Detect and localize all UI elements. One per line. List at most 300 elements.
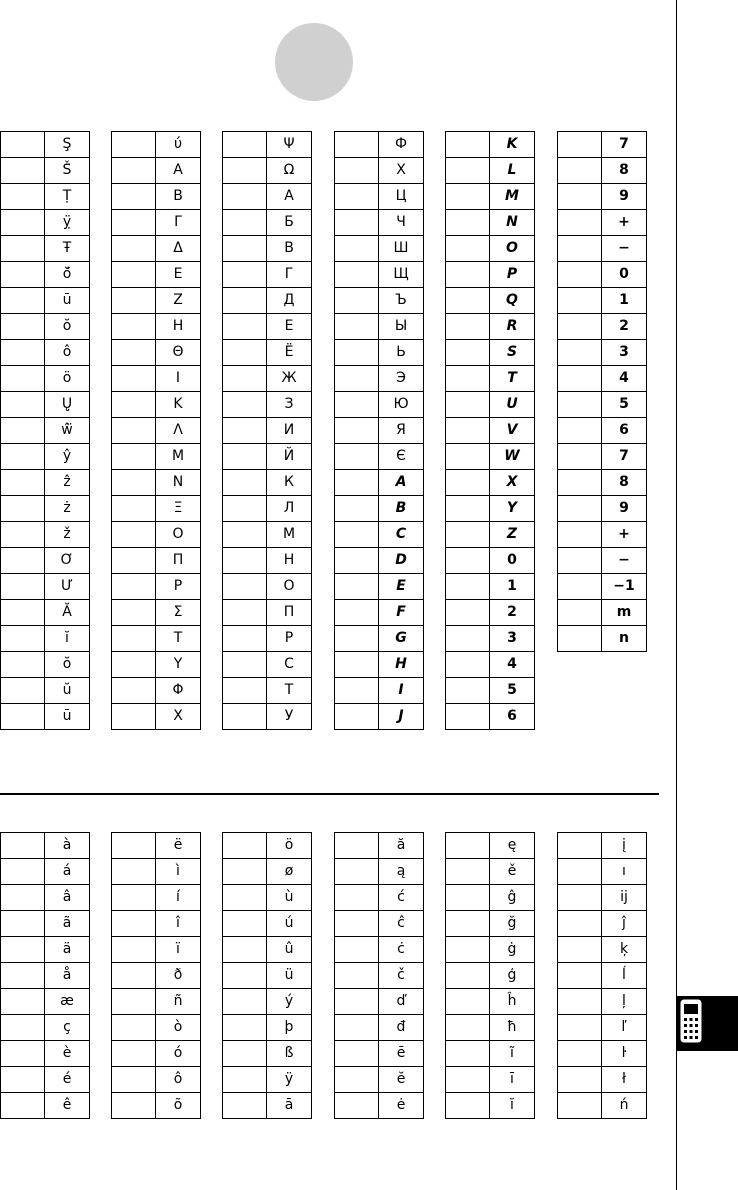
glyph-cell: ħ — [490, 1015, 535, 1041]
char-table-2 — [111, 131, 201, 730]
code-cell — [1, 236, 45, 262]
glyph-cell: 1 — [602, 288, 647, 314]
code-cell — [446, 366, 490, 392]
glyph-cell: ö — [45, 366, 90, 392]
code-cell — [223, 678, 267, 704]
glyph-cell: Ъ — [379, 288, 424, 314]
code-cell — [223, 704, 267, 730]
glyph-cell: F — [379, 600, 424, 626]
glyph-cell: А — [267, 184, 312, 210]
code-cell — [335, 678, 379, 704]
code-cell — [223, 1067, 267, 1093]
glyph-cell: ĥ — [490, 989, 535, 1015]
code-cell — [112, 1041, 156, 1067]
table-row — [1, 184, 90, 210]
code-cell — [558, 158, 602, 184]
table-row — [223, 366, 312, 392]
glyph-cell: Τ — [156, 626, 201, 652]
code-cell — [112, 652, 156, 678]
code-cell — [446, 911, 490, 937]
table-row — [446, 392, 535, 418]
table-row — [223, 600, 312, 626]
table-row — [112, 937, 201, 963]
glyph-cell: ẑ — [45, 470, 90, 496]
table-row — [335, 548, 424, 574]
glyph-cell: ã — [45, 911, 90, 937]
code-cell — [335, 1093, 379, 1119]
code-cell — [558, 833, 602, 859]
table-row — [223, 704, 312, 730]
table-row — [223, 548, 312, 574]
table-row — [335, 210, 424, 236]
code-cell — [335, 288, 379, 314]
table-row — [446, 937, 535, 963]
glyph-cell: 4 — [490, 652, 535, 678]
table-row — [1, 963, 90, 989]
glyph-cell: ć — [379, 885, 424, 911]
code-cell — [112, 470, 156, 496]
table-row — [558, 132, 647, 158]
glyph-cell: ď — [379, 989, 424, 1015]
table-row — [335, 366, 424, 392]
glyph-cell: М — [267, 522, 312, 548]
table-row — [335, 418, 424, 444]
code-cell — [1, 704, 45, 730]
table-row — [223, 911, 312, 937]
glyph-cell: ŵ̈ — [45, 418, 90, 444]
table-row — [335, 1093, 424, 1119]
glyph-cell: Ф — [379, 132, 424, 158]
glyph-cell: ū — [45, 288, 90, 314]
glyph-cell: ĝ — [490, 885, 535, 911]
glyph-cell: ö — [267, 833, 312, 859]
code-cell — [223, 496, 267, 522]
table-row — [223, 262, 312, 288]
table-row — [446, 574, 535, 600]
code-cell — [223, 833, 267, 859]
table-row — [558, 496, 647, 522]
glyph-cell: ń — [602, 1093, 647, 1119]
table-row — [446, 626, 535, 652]
table-row — [223, 885, 312, 911]
char-table-1 — [0, 131, 90, 730]
glyph-cell: ę — [490, 833, 535, 859]
code-cell — [223, 859, 267, 885]
glyph-cell: õ — [156, 1093, 201, 1119]
code-cell — [112, 1067, 156, 1093]
table-row — [446, 288, 535, 314]
code-cell — [335, 392, 379, 418]
code-cell — [446, 236, 490, 262]
code-cell — [112, 132, 156, 158]
code-cell — [558, 210, 602, 236]
code-cell — [1, 496, 45, 522]
glyph-cell: Ч — [379, 210, 424, 236]
table-row — [223, 496, 312, 522]
table-row — [112, 626, 201, 652]
code-cell — [558, 574, 602, 600]
glyph-cell: N — [490, 210, 535, 236]
code-cell — [112, 600, 156, 626]
glyph-cell: Ų̣ — [45, 392, 90, 418]
glyph-cell: Μ — [156, 444, 201, 470]
table-row — [223, 210, 312, 236]
table-row — [335, 652, 424, 678]
code-cell — [1, 1015, 45, 1041]
table-row — [1, 522, 90, 548]
table-row — [335, 678, 424, 704]
code-cell — [1, 626, 45, 652]
table-row — [446, 132, 535, 158]
glyph-cell: ĩ — [490, 1041, 535, 1067]
table-row — [446, 600, 535, 626]
table-row — [446, 444, 535, 470]
glyph-cell: О — [267, 574, 312, 600]
glyph-cell: Л — [267, 496, 312, 522]
code-cell — [112, 366, 156, 392]
code-cell — [112, 184, 156, 210]
table-row — [446, 548, 535, 574]
code-cell — [335, 626, 379, 652]
code-cell — [112, 1015, 156, 1041]
glyph-cell: Ξ — [156, 496, 201, 522]
glyph-cell: ł — [602, 1067, 647, 1093]
table-row — [1, 392, 90, 418]
char-table-2 — [111, 832, 201, 1119]
glyph-cell: Ζ — [156, 288, 201, 314]
code-cell — [558, 340, 602, 366]
glyph-cell: ū — [45, 704, 90, 730]
char-table-3 — [222, 131, 312, 730]
code-cell — [446, 937, 490, 963]
table-row — [1, 859, 90, 885]
code-cell — [446, 418, 490, 444]
code-cell — [335, 158, 379, 184]
glyph-cell: 9 — [602, 496, 647, 522]
table-row — [558, 574, 647, 600]
glyph-cell: Š̈ — [45, 158, 90, 184]
glyph-cell: U — [490, 392, 535, 418]
calculator-icon — [680, 999, 702, 1043]
code-cell — [446, 496, 490, 522]
glyph-cell: Н — [267, 548, 312, 574]
glyph-cell: ù — [267, 885, 312, 911]
code-cell — [558, 911, 602, 937]
code-cell — [1, 1093, 45, 1119]
glyph-cell: У — [267, 704, 312, 730]
code-cell — [335, 989, 379, 1015]
table-row — [1, 704, 90, 730]
code-cell — [335, 522, 379, 548]
glyph-cell: ø — [267, 859, 312, 885]
glyph-cell: 8 — [602, 470, 647, 496]
table-row — [446, 418, 535, 444]
code-cell — [112, 236, 156, 262]
table-row — [446, 1041, 535, 1067]
code-cell — [112, 418, 156, 444]
glyph-cell: ý — [267, 989, 312, 1015]
table-row — [446, 340, 535, 366]
table-row — [335, 600, 424, 626]
code-cell — [335, 548, 379, 574]
table-row — [1, 652, 90, 678]
code-cell — [112, 496, 156, 522]
code-cell — [1, 989, 45, 1015]
code-cell — [1, 522, 45, 548]
table-row — [558, 340, 647, 366]
code-cell — [1, 574, 45, 600]
glyph-cell: ŭ — [45, 678, 90, 704]
glyph-cell: + — [602, 522, 647, 548]
section-divider — [0, 793, 659, 795]
table-row — [335, 833, 424, 859]
code-cell — [335, 236, 379, 262]
char-table-1 — [0, 832, 90, 1119]
table-row — [1, 262, 90, 288]
code-cell — [1, 470, 45, 496]
code-cell — [223, 418, 267, 444]
table-row — [335, 184, 424, 210]
glyph-cell: í — [156, 885, 201, 911]
glyph-cell: Ư — [45, 574, 90, 600]
glyph-cell: Ж — [267, 366, 312, 392]
table-row — [223, 626, 312, 652]
table-row — [112, 210, 201, 236]
glyph-cell: ò — [156, 1015, 201, 1041]
code-cell — [223, 652, 267, 678]
code-cell — [335, 833, 379, 859]
glyph-cell: ğ — [490, 911, 535, 937]
glyph-cell: ĳ — [602, 885, 647, 911]
code-cell — [223, 158, 267, 184]
code-cell — [446, 158, 490, 184]
char-table-5 — [445, 832, 535, 1119]
code-cell — [112, 678, 156, 704]
code-cell — [558, 418, 602, 444]
code-cell — [335, 885, 379, 911]
glyph-cell: ó — [156, 1041, 201, 1067]
glyph-cell: â — [45, 885, 90, 911]
glyph-cell: ī — [490, 1067, 535, 1093]
table-row — [223, 418, 312, 444]
table-row — [223, 833, 312, 859]
table-row — [335, 314, 424, 340]
table-row — [112, 548, 201, 574]
glyph-cell: С — [267, 652, 312, 678]
glyph-cell: đ — [379, 1015, 424, 1041]
table-row — [335, 340, 424, 366]
code-cell — [558, 859, 602, 885]
glyph-cell: à — [45, 833, 90, 859]
glyph-cell: Э — [379, 366, 424, 392]
code-cell — [1, 262, 45, 288]
glyph-cell: ā — [267, 1093, 312, 1119]
code-cell — [335, 1041, 379, 1067]
code-cell — [335, 184, 379, 210]
code-cell — [223, 963, 267, 989]
glyph-cell: ŏ — [45, 314, 90, 340]
glyph-cell: Z — [490, 522, 535, 548]
code-cell — [446, 704, 490, 730]
glyph-cell: D — [379, 548, 424, 574]
glyph-cell: R — [490, 314, 535, 340]
glyph-cell: ě — [490, 859, 535, 885]
glyph-cell: − — [602, 548, 647, 574]
table-row — [558, 184, 647, 210]
glyph-cell: Т — [267, 678, 312, 704]
table-row — [1, 418, 90, 444]
glyph-cell: Ο — [156, 522, 201, 548]
glyph-cell: T — [490, 366, 535, 392]
table-row — [446, 1093, 535, 1119]
table-row — [112, 262, 201, 288]
table-row — [335, 158, 424, 184]
code-cell — [558, 989, 602, 1015]
table-row — [112, 288, 201, 314]
code-cell — [1, 444, 45, 470]
glyph-cell: ñ — [156, 989, 201, 1015]
table-row — [223, 574, 312, 600]
table-row — [1, 600, 90, 626]
code-cell — [446, 600, 490, 626]
table-row — [112, 340, 201, 366]
glyph-cell: á — [45, 859, 90, 885]
glyph-cell: ç — [45, 1015, 90, 1041]
table-row — [558, 366, 647, 392]
table-row — [223, 132, 312, 158]
glyph-cell: 5 — [602, 392, 647, 418]
glyph-cell: K — [490, 132, 535, 158]
code-cell — [446, 885, 490, 911]
code-cell — [223, 885, 267, 911]
glyph-cell: ģ — [490, 963, 535, 989]
table-row — [223, 184, 312, 210]
code-cell — [223, 288, 267, 314]
table-row — [446, 704, 535, 730]
table-row — [446, 366, 535, 392]
glyph-cell: Q — [490, 288, 535, 314]
code-cell — [1, 158, 45, 184]
calculator-tab — [676, 996, 738, 1051]
code-cell — [446, 626, 490, 652]
table-row — [446, 314, 535, 340]
code-cell — [335, 340, 379, 366]
code-cell — [1, 132, 45, 158]
code-cell — [112, 963, 156, 989]
table-row — [112, 236, 201, 262]
code-cell — [112, 340, 156, 366]
code-cell — [112, 859, 156, 885]
glyph-cell: Щ — [379, 262, 424, 288]
table-row — [446, 833, 535, 859]
glyph-cell: Ц — [379, 184, 424, 210]
glyph-cell: ŀ — [602, 1041, 647, 1067]
table-row — [446, 911, 535, 937]
glyph-cell: Д — [267, 288, 312, 314]
code-cell — [558, 184, 602, 210]
code-cell — [112, 1093, 156, 1119]
glyph-cell: ỵ̈ — [45, 210, 90, 236]
glyph-cell: Σ — [156, 600, 201, 626]
glyph-cell: ô — [156, 1067, 201, 1093]
table-row — [223, 1067, 312, 1093]
table-row — [112, 704, 201, 730]
glyph-cell: Х — [379, 158, 424, 184]
glyph-cell: Ă — [45, 600, 90, 626]
table-row — [112, 885, 201, 911]
table-row — [335, 937, 424, 963]
table-row — [112, 496, 201, 522]
table-row — [112, 1093, 201, 1119]
code-cell — [1, 678, 45, 704]
code-cell — [446, 1093, 490, 1119]
code-cell — [335, 1015, 379, 1041]
table-row — [112, 989, 201, 1015]
glyph-cell: 6 — [602, 418, 647, 444]
code-cell — [335, 574, 379, 600]
code-cell — [558, 496, 602, 522]
table-row — [335, 911, 424, 937]
chapter-circle — [275, 23, 353, 101]
glyph-cell: ž — [45, 522, 90, 548]
glyph-cell: ü — [267, 963, 312, 989]
glyph-cell: M — [490, 184, 535, 210]
glyph-cell: E — [379, 574, 424, 600]
glyph-cell: î — [156, 911, 201, 937]
code-cell — [223, 1041, 267, 1067]
table-row — [223, 1093, 312, 1119]
glyph-cell: ă — [379, 833, 424, 859]
code-cell — [112, 989, 156, 1015]
glyph-cell: ë — [156, 833, 201, 859]
glyph-cell: Γ — [156, 210, 201, 236]
code-cell — [1, 885, 45, 911]
glyph-cell: ĉ — [379, 911, 424, 937]
table-row — [335, 522, 424, 548]
table-row — [223, 678, 312, 704]
table-row — [223, 859, 312, 885]
code-cell — [446, 859, 490, 885]
code-cell — [335, 132, 379, 158]
table-row — [1, 444, 90, 470]
code-cell — [335, 600, 379, 626]
table-row — [558, 418, 647, 444]
table-row — [223, 522, 312, 548]
glyph-cell: 2 — [490, 600, 535, 626]
table-row — [223, 963, 312, 989]
table-row — [558, 392, 647, 418]
code-cell — [223, 911, 267, 937]
table-row — [112, 963, 201, 989]
code-cell — [223, 600, 267, 626]
table-row — [335, 885, 424, 911]
table-row — [112, 859, 201, 885]
table-row — [558, 600, 647, 626]
code-cell — [223, 548, 267, 574]
table-row — [335, 496, 424, 522]
code-cell — [112, 158, 156, 184]
table-row — [1, 626, 90, 652]
char-table-4 — [334, 832, 424, 1119]
table-row — [335, 574, 424, 600]
glyph-cell: Ṭ — [45, 184, 90, 210]
table-row — [1, 288, 90, 314]
glyph-cell: O — [490, 236, 535, 262]
table-row — [223, 652, 312, 678]
table-row — [446, 496, 535, 522]
glyph-cell: I — [379, 678, 424, 704]
table-row — [112, 1015, 201, 1041]
